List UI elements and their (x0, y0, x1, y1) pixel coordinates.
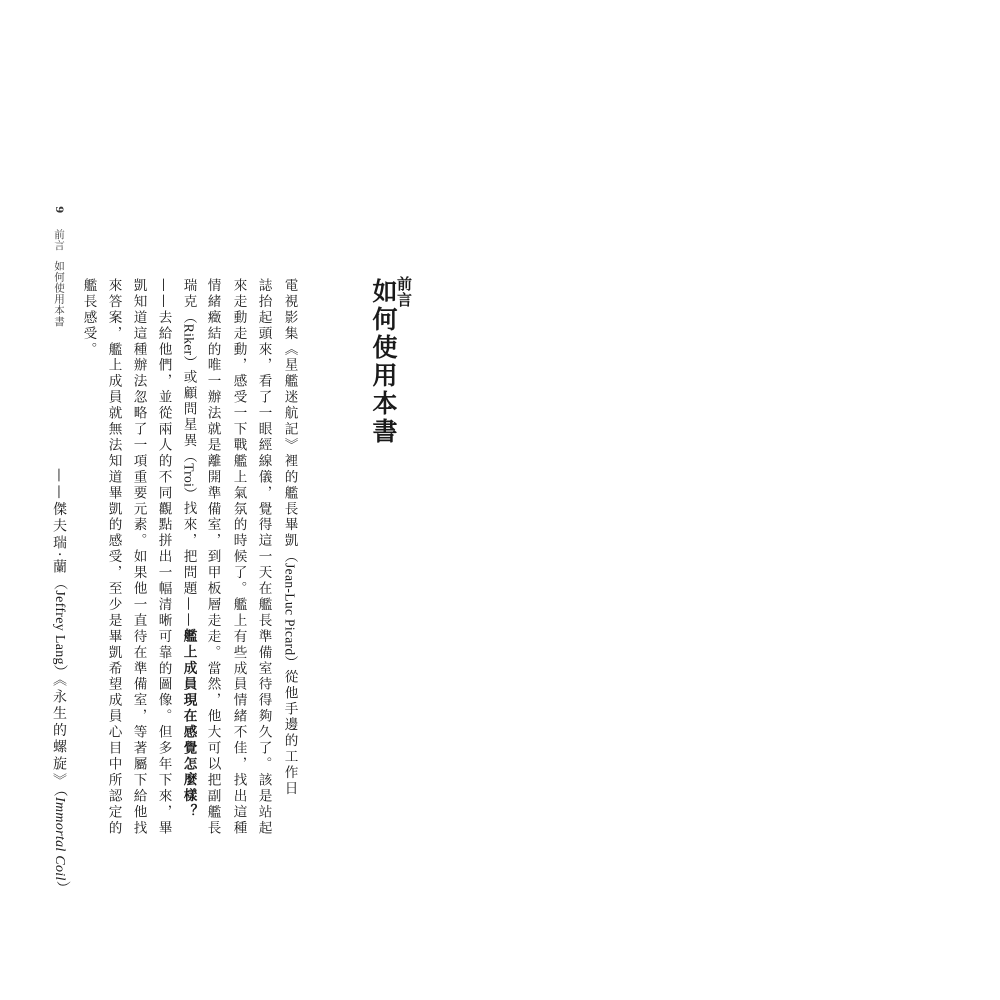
body-line: 電視影集《星艦迷航記》裡的艦長畢凱（Jean-Luc Picard）從他手邊的工作日 (281, 278, 298, 798)
page-number: 9 (53, 206, 65, 214)
body-line: 艦長感受。 (80, 278, 97, 358)
chapter-label: 前言 (395, 276, 413, 308)
body-line: 誌抬起頭來，看了一眼經線儀，覺得這一天在艦長準備室待得夠久了。該是站起 (255, 278, 272, 837)
chapter-title: 如何使用本書 (369, 278, 398, 446)
emphasis-question: 艦上成員現在感覺怎麼樣？ (180, 628, 197, 821)
body-line: 來答案，艦上成員就無法知道畢凱的感受，至少是畢凱希望成員心目中所認定的 (105, 278, 122, 837)
body-line: ——去給他們，並從兩人的不同觀點拼出一幅清晰可靠的圖像。但多年下來，畢 (155, 278, 172, 837)
body-line: 情緒癥結的唯一辦法就是離開準備室，到甲板層走走。當然，他大可以把副艦長 (204, 278, 221, 837)
body-line: 瑞克（Riker）或顧問星異（Troi）找來，把問題——艦上成員現在感覺怎麼樣？ (180, 278, 197, 821)
author-name: 傑夫瑞·蘭 (51, 501, 67, 577)
body-line: 凱知道這種辦法忽略了一項重要元素。如果他一直待在準備室，等著屬下給他找 (130, 278, 147, 837)
header-section: 前言 (53, 228, 65, 252)
running-header (52, 206, 67, 327)
body-line: 來走動走動，感受一下戰艦上氣氛的時候了。艦上有些成員情緒不佳，找出這種 (230, 278, 247, 837)
book-title: 《永生的螺旋》 (51, 679, 67, 790)
quote-attribution: ——傑夫瑞·蘭（Jeffrey Lang）《永生的螺旋》（Immortal Coil） (51, 468, 67, 895)
header-title: 如何使用本書 (53, 260, 65, 327)
